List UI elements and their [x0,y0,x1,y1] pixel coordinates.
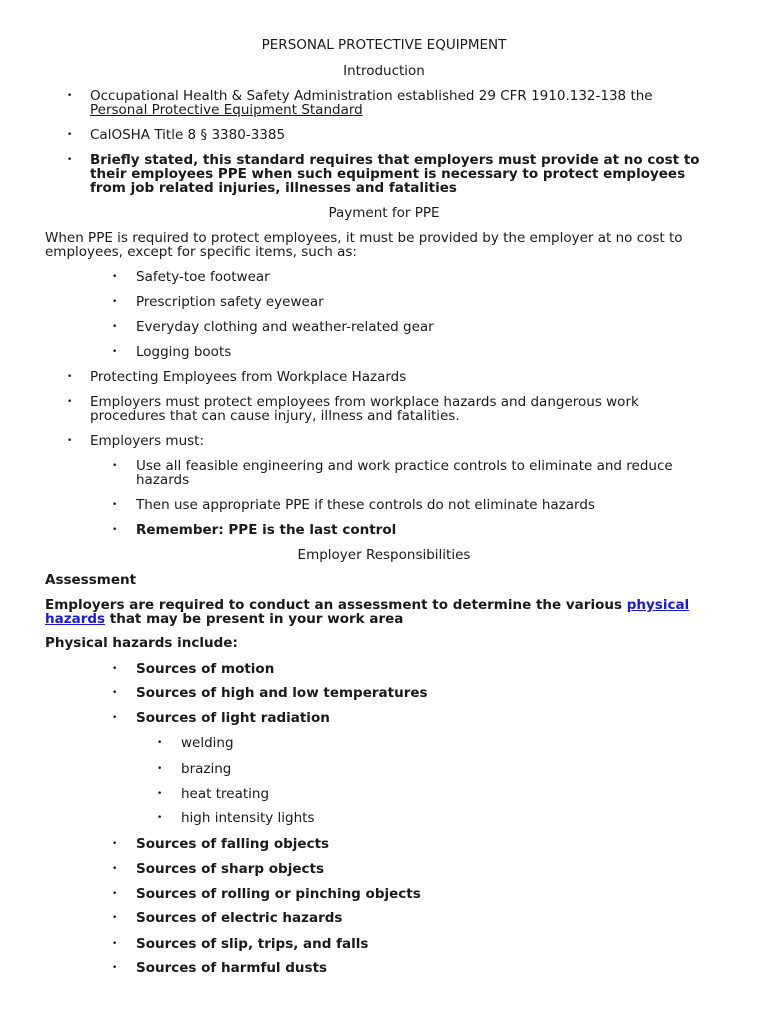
hazard-source-item: Sources of electric hazards [136,910,343,926]
responsibilities-heading: Employer Responsibilities [297,547,471,563]
bullet-icon: • [112,461,118,471]
must-item-1-line2: hazards [136,472,190,488]
bullet-icon: • [112,939,118,949]
bullet-icon: • [157,764,163,774]
bullet-icon: • [112,913,118,923]
payment-para-line1: When PPE is required to protect employees, it must be provided by the employer at no cost to [45,230,683,246]
bullet-icon: • [112,347,118,357]
bullet-icon: • [112,664,118,674]
bullet-icon: • [67,91,73,101]
hazard-source-item: Sources of sharp objects [136,861,324,877]
intro-item-2: CalOSHA Title 8 § 3380-3385 [90,127,286,143]
bullet-icon: • [112,297,118,307]
intro-item-3-line1: Briefly stated, this standard requires that employers must provide at no cost to [90,152,700,168]
bullet-icon: • [112,864,118,874]
hazard-source-item: Sources of slip, trips, and falls [136,936,369,952]
must-item-2: Then use appropriate PPE if these controls do not eliminate hazards [136,497,595,513]
bullet-icon: • [112,688,118,698]
payment-heading: Payment for PPE [328,205,440,221]
assessment-line1 [45,598,768,612]
payment-item-2-line2: procedures that can cause injury, illness and fatalities. [90,408,460,424]
must-item-3: Remember: PPE is the last control [136,522,397,538]
hazard-source-item: Sources of light radiation [136,710,330,726]
hazard-source-item: Sources of rolling or pinching objects [136,886,421,902]
physical-hazards-link[interactable]: physical [626,597,690,613]
intro-item-1-line2: Personal Protective Equipment Standard [90,102,363,118]
bullet-icon: • [112,525,118,535]
physical-hazards-link-cont[interactable]: hazards [45,611,106,627]
bullet-icon: • [157,813,163,823]
assessment-line2 [45,612,768,626]
light-radiation-item: heat treating [181,786,270,802]
light-radiation-item: welding [181,735,234,751]
bullet-icon: • [112,889,118,899]
must-item-1-line1: Use all feasible engineering and work practice controls to eliminate and reduce [136,458,673,474]
introduction-heading: Introduction [343,63,425,79]
bullet-icon: • [112,713,118,723]
bullet-icon: • [112,272,118,282]
intro-item-1-line1: Occupational Health & Safety Administration established 29 CFR 1910.132-138 the [90,88,653,104]
exception-item: Logging boots [136,344,232,360]
payment-item-2-line1: Employers must protect employees from workplace hazards and dangerous work [90,394,639,410]
bullet-icon: • [157,789,163,799]
physical-hazards-label: Physical hazards include: [45,635,238,651]
bullet-icon: • [112,500,118,510]
exception-item: Safety-toe footwear [136,269,270,285]
payment-item-1: Protecting Employees from Workplace Hazards [90,369,407,385]
bullet-icon: • [67,397,73,407]
assessment-label: Assessment [45,572,137,588]
light-radiation-item: high intensity lights [181,810,315,826]
payment-para-line2: employees, except for specific items, such as: [45,244,357,260]
bullet-icon: • [112,963,118,973]
bullet-icon: • [67,155,73,165]
bullet-icon: • [157,738,163,748]
bullet-icon: • [67,436,73,446]
bullet-icon: • [112,839,118,849]
assessment-text-2: that may be present in your work area [109,611,404,627]
exception-item: Everyday clothing and weather-related gear [136,319,434,335]
page-title: PERSONAL PROTECTIVE EQUIPMENT [261,37,507,53]
payment-item-3: Employers must: [90,433,205,449]
assessment-text: Employers are required to conduct an assessment to determine the various [45,597,622,613]
hazard-source-item: Sources of high and low temperatures [136,685,428,701]
intro-item-3-line3: from job related injuries, illnesses and fatalities [90,180,457,196]
bullet-icon: • [67,372,73,382]
hazard-source-item: Sources of motion [136,661,275,677]
hazard-source-item: Sources of harmful dusts [136,960,328,976]
exception-item: Prescription safety eyewear [136,294,324,310]
bullet-icon: • [112,322,118,332]
hazard-source-item: Sources of falling objects [136,836,330,852]
bullet-icon: • [67,130,73,140]
intro-item-3-line2: their employees PPE when such equipment is necessary to protect employees [90,166,686,182]
light-radiation-item: brazing [181,761,232,777]
